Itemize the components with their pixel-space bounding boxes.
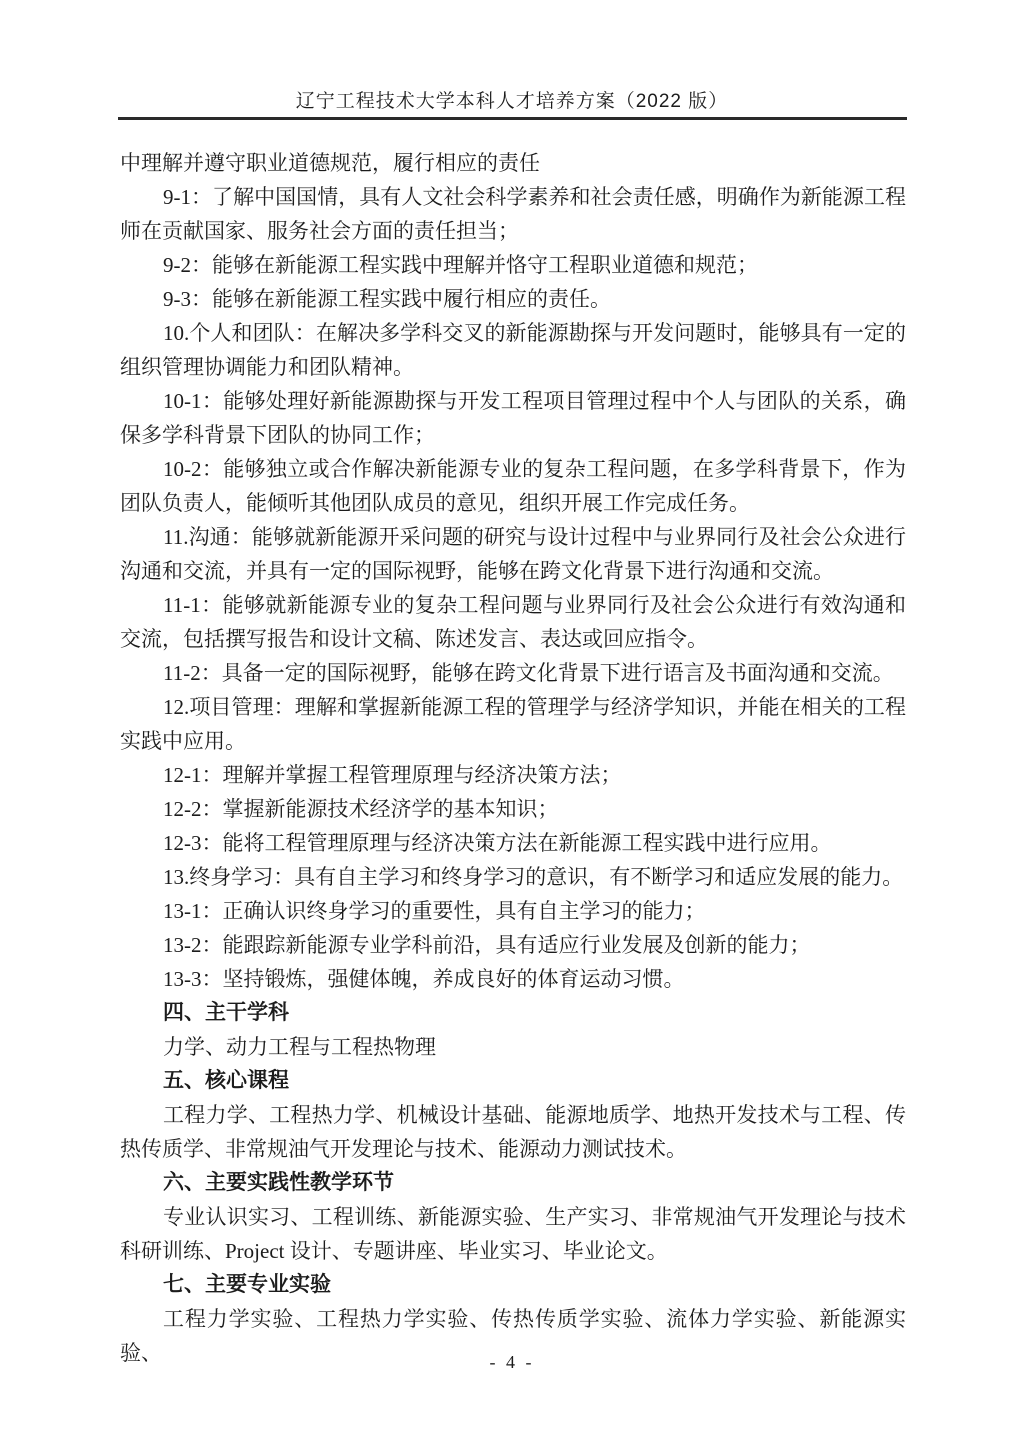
paragraph: 专业认识实习、工程训练、新能源实验、生产实习、非常规油气开发理论与技术科研训练、Project 设计、专题讲座、毕业实习、毕业论文。 [120, 1205, 906, 1263]
paragraph: 12-3：能将工程管理原理与经济决策方法在新能源工程实践中进行应用。 [163, 831, 832, 855]
paragraph: 9-1：了解中国国情，具有人文社会科学素养和社会责任感，明确作为新能源工程师在贡献国家、服务社会方面的责任担当； [120, 185, 906, 243]
paragraph: 13-2：能跟踪新能源专业学科前沿，具有适应行业发展及创新的能力； [163, 933, 811, 957]
paragraph: 工程力学、工程热力学、机械设计基础、能源地质学、地热开发技术与工程、传热传质学、非常规油气开发理论与技术、能源动力测试技术。 [120, 1103, 906, 1161]
header-rule [118, 117, 907, 120]
paragraph: 力学、动力工程与工程热物理 [163, 1035, 436, 1059]
paragraph: 13-1：正确认识终身学习的重要性，具有自主学习的能力； [163, 899, 706, 923]
paragraph: 11.沟通：能够就新能源开采问题的研究与设计过程中与业界同行及社会公众进行沟通和交流，并具有一定的国际视野，能够在跨文化背景下进行沟通和交流。 [120, 525, 906, 583]
paragraph: 中理解并遵守职业道德规范，履行相应的责任 [120, 151, 540, 175]
paragraph: 10.个人和团队：在解决多学科交叉的新能源勘探与开发问题时，能够具有一定的组织管理协调能力和团队精神。 [120, 321, 906, 379]
section-heading: 六、主要实践性教学环节 [163, 1171, 394, 1194]
paragraph: 工程力学实验、工程热力学实验、传热传质学实验、流体力学实验、新能源实验、 [120, 1307, 906, 1365]
section-heading: 四、主干学科 [163, 1001, 289, 1024]
paragraph: 12-1：理解并掌握工程管理原理与经济决策方法； [163, 763, 622, 787]
paragraph: 13-3：坚持锻炼，强健体魄，养成良好的体育运动习惯。 [163, 967, 685, 991]
paragraph: 9-3：能够在新能源工程实践中履行相应的责任。 [163, 287, 611, 311]
paragraph: 13.终身学习：具有自主学习和终身学习的意识，有不断学习和适应发展的能力。 [163, 865, 904, 889]
paragraph: 11-2：具备一定的国际视野，能够在跨文化背景下进行语言及书面沟通和交流。 [163, 661, 894, 685]
paragraph: 9-2：能够在新能源工程实践中理解并恪守工程职业道德和规范； [163, 253, 758, 277]
paragraph: 12.项目管理：理解和掌握新能源工程的管理学与经济学知识，并能在相关的工程实践中应用。 [120, 695, 906, 753]
page-footer [0, 1352, 1024, 1373]
page-header-title: 辽宁工程技术大学本科人才培养方案（2022 版） [295, 91, 729, 112]
page-number: - 4 - [489, 1352, 535, 1372]
page-header [118, 86, 906, 113]
section-heading: 五、核心课程 [163, 1069, 289, 1092]
document-body [120, 146, 906, 1370]
paragraph: 10-2：能够独立或合作解决新能源专业的复杂工程问题，在多学科背景下，作为团队负责人，能倾听其他团队成员的意见，组织开展工作完成任务。 [120, 457, 906, 515]
paragraph: 12-2：掌握新能源技术经济学的基本知识； [163, 797, 559, 821]
paragraph: 11-1：能够就新能源专业的复杂工程问题与业界同行及社会公众进行有效沟通和交流，包括撰写报告和设计文稿、陈述发言、表达或回应指令。 [120, 593, 906, 651]
section-heading: 七、主要专业实验 [163, 1273, 331, 1296]
paragraph: 10-1：能够处理好新能源勘探与开发工程项目管理过程中个人与团队的关系，确保多学科背景下团队的协同工作； [120, 389, 906, 447]
